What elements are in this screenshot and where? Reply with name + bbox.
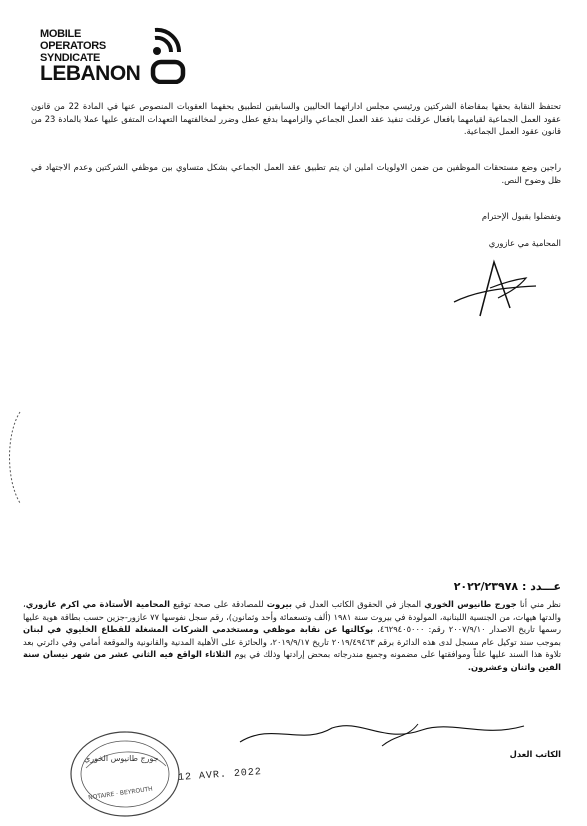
seal-name: جورج طانيوس الخوري xyxy=(84,754,159,763)
notary-text: ، والدتها هيهات، من الجنسية اللبنانية، المولودة في بيروت سنة ١٩٨١ (ألف وتسعمائة وأحد وثمانون)، رقم سجل نفوسها ٧٧ عازور-جزين حسب بطاقة هوية عليها رسمها تاريخ الاصدار ٢٠٠٧/٩/١٠ رقم: ٤٦٢٩٤٠٥٠٠٠، xyxy=(23,599,562,635)
union-name: بوكالتها عن نقابة موظفي ومستخدمي الشركات المشغلة للقطاع الخليوي في لبنان xyxy=(23,624,374,635)
notary-signature xyxy=(232,716,532,750)
logo-text-line: MOBILE xyxy=(40,28,81,40)
seal-subtitle: NOTAIRE · BEYROUTH xyxy=(87,785,154,802)
letter-paragraph-rights: تحتفظ النقابة بحقها بمقاضاة الشركتين ورئيسي مجلس اداراتهما الحاليين والسابقين لتطبيق بحقهما العقوبات المنصوص عنها في المادة 22 من قانون عقود العمل الجماعية لقيامهما بافعال عرقلت تنفيذ عقد العمل الجماعي والزامهما بدفع عطل وضرر لمخالفتهما التعهدات المتفق عليها عملا بالمادة 23 من قانون عقود العمل الجماعية. xyxy=(31,101,561,136)
logo-text-line: LEBANON xyxy=(40,62,141,85)
notary-date: الثلاثاء الواقع فيه الثاني عشر من شهر نيسان سنة الفين واثنان وعشرون. xyxy=(23,649,561,672)
notary-name: جورج طانيوس الخوري xyxy=(424,599,517,609)
notary-title: الكاتب العدل xyxy=(509,749,561,759)
notary-text: نظر مني أنا xyxy=(516,599,561,609)
notary-record-number: عـــدد : ٢٠٢٢/٢٣٩٧٨ xyxy=(453,580,561,593)
notary-certification-text xyxy=(23,598,561,674)
notary-text: المجاز في الحقوق الكاتب العدل في xyxy=(291,599,425,609)
notary-seal-stamp xyxy=(66,728,184,820)
handwritten-signature xyxy=(440,258,545,320)
notary-text: بموجب سند توكيل عام مسجل لدى هذه الدائرة برقم ٢٠١٩/٤٩٤٦٣ تاريخ ٢٠١٩/٩/١٧، والحائزة على الأهلية المدنية والقانونية والموقعة أمامي وفي دائرتي بعد تلاوة هذا السند عليها علناً وموافقتها على مضمونه وجميع مندرجاته بمحض إرادتها وذلك في يوم xyxy=(23,636,562,660)
company-logo xyxy=(40,22,190,88)
notary-place: بيروت xyxy=(266,599,292,609)
hole-punch-mark xyxy=(2,410,24,505)
notary-text: للمصادقة على صحة توقيع xyxy=(170,599,267,609)
letter-paragraph-request: راجين وضع مستحقات الموظفين من ضمن الاولويات املين ان يتم تطبيق عقد العمل الجماعي بشكل متساوي بين موظفي الشركتين وعدم الاجتهاد في ظل وضوح النص. xyxy=(31,162,561,185)
logo-text-line: SYNDICATE xyxy=(40,52,101,64)
date-stamp: 12 AVR. 2022 xyxy=(177,767,263,784)
signal-waves-icon xyxy=(135,22,187,84)
letter-closing: وتفضلوا بقبول الإحترام xyxy=(481,211,561,221)
signatory-name: المحامية الأستاذة مي اكرم عازوري xyxy=(25,599,170,609)
letter-signatory: المحامية مي عازوري xyxy=(488,238,561,248)
logo-text-line: OPERATORS xyxy=(40,40,106,52)
